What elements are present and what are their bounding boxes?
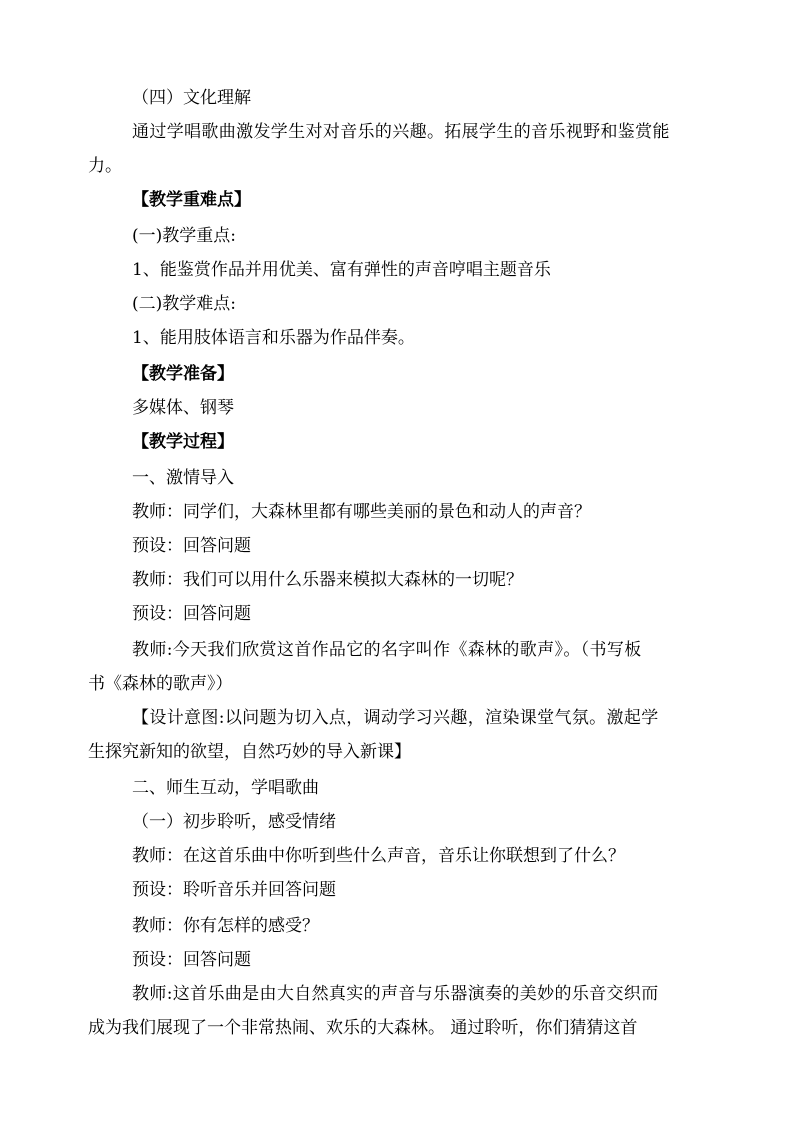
heading-key-points: 【教学重难点】 xyxy=(132,190,251,210)
paragraph-line: 多媒体、钢琴 xyxy=(132,398,234,418)
dialogue-line: 教师：我们可以用什么乐器来模拟大森林的一切呢？ xyxy=(132,570,523,590)
dialogue-line: 教师：同学们，大森林里都有哪些美丽的景色和动人的声音？ xyxy=(132,502,591,522)
dialogue-line: 教师:这首乐曲是由大自然真实的声音与乐器演奏的美妙的乐音交织而 xyxy=(132,984,659,1004)
dialogue-line: 书《森林的歌声》） xyxy=(88,674,233,694)
dialogue-line: 预设：聆听音乐并回答问题 xyxy=(132,880,336,900)
section-heading-interaction: 二、师生互动，学唱歌曲 xyxy=(132,778,319,798)
heading-process: 【教学过程】 xyxy=(132,432,234,452)
paragraph-line: 力。 xyxy=(88,156,122,176)
design-intent-line: 【设计意图:以问题为切入点，调动学习兴趣，渲染课堂气氛。激起学 xyxy=(132,708,659,728)
heading-preparation: 【教学准备】 xyxy=(132,364,234,384)
section-heading-culture: （四）文化理解 xyxy=(132,88,251,108)
list-item: 1、能鉴赏作品并用优美、富有弹性的声音哼唱主题音乐 xyxy=(132,260,551,280)
list-item: 1、能用肢体语言和乐器为作品伴奏。 xyxy=(132,328,415,348)
dialogue-line: 预设：回答问题 xyxy=(132,950,251,970)
dialogue-line: 成为我们展现了一个非常热闹、欢乐的大森林。 通过聆听，你们猜猜这首 xyxy=(88,1018,638,1038)
subheading-key-point: (一)教学重点: xyxy=(132,226,236,246)
subheading-difficulty: (二)教学难点: xyxy=(132,294,236,314)
dialogue-line: 教师：你有怎样的感受？ xyxy=(132,916,319,936)
subsection-heading: （一）初步聆听，感受情绪 xyxy=(132,812,336,832)
dialogue-line: 预设：回答问题 xyxy=(132,536,251,556)
design-intent-line: 生探究新知的欲望，自然巧妙的导入新课】 xyxy=(88,742,411,762)
dialogue-line: 教师:今天我们欣赏这首作品它的名字叫作《森林的歌声》。（书写板 xyxy=(132,640,642,660)
dialogue-line: 教师：在这首乐曲中你听到些什么声音，音乐让你联想到了什么？ xyxy=(132,846,625,866)
dialogue-line: 预设：回答问题 xyxy=(132,604,251,624)
paragraph-line: 通过学唱歌曲激发学生对对音乐的兴趣。拓展学生的音乐视野和鉴赏能 xyxy=(132,122,670,142)
section-heading-intro: 一、激情导入 xyxy=(132,468,234,488)
